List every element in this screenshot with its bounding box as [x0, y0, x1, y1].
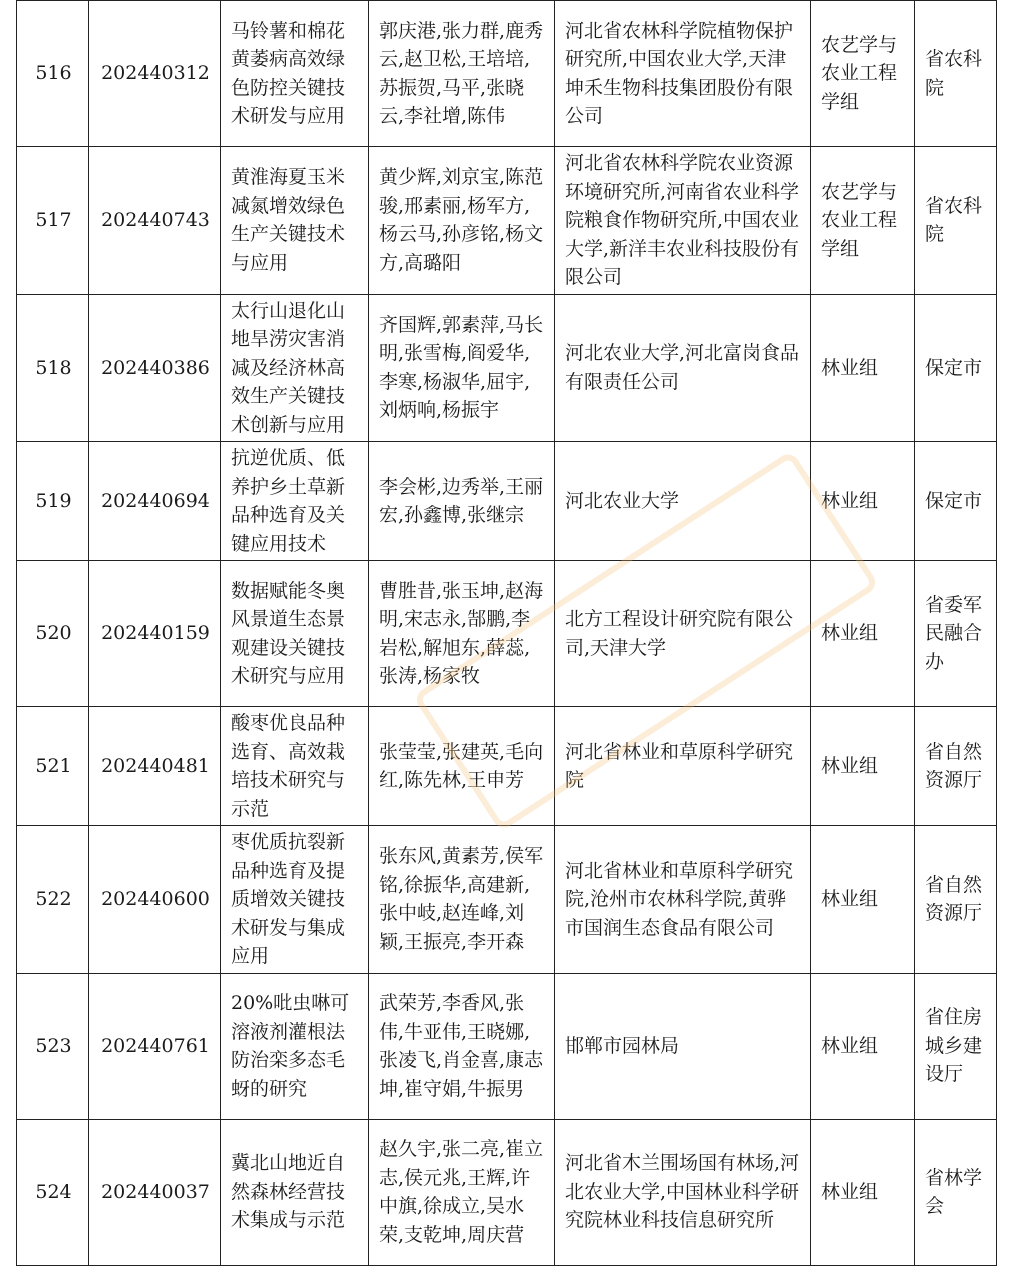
- project-name: 酸枣优良品种选育、高效栽培技术研究与示范: [221, 707, 369, 826]
- nominator: 省农科院: [915, 147, 997, 295]
- nominator: 省委军民融合办: [915, 561, 997, 707]
- project-name: 冀北山地近自然森林经营技术集成与示范: [221, 1119, 369, 1265]
- nominator: 保定市: [915, 294, 997, 442]
- team-members: 武荣芳,李香风,张伟,牛亚伟,王晓娜,张凌飞,肖金喜,康志坤,崔守娟,牛振男: [369, 973, 555, 1119]
- project-name: 马铃薯和棉花黄萎病高效绿色防控关键技术研发与应用: [221, 1, 369, 147]
- awards-table: [16, 0, 997, 1266]
- completing-units: 北方工程设计研究院有限公司,天津大学: [555, 561, 811, 707]
- completing-units: 河北省林业和草原科学研究院,沧州市农林科学院,黄骅市国润生态食品有限公司: [555, 826, 811, 974]
- nominator: 省自然资源厅: [915, 707, 997, 826]
- completing-units: 河北省林业和草原科学研究院: [555, 707, 811, 826]
- project-name: 数据赋能冬奥风景道生态景观建设关键技术研究与应用: [221, 561, 369, 707]
- table-row: [17, 973, 997, 1119]
- team-members: 张东风,黄素芳,侯军铭,徐振华,高建新,张中岐,赵连峰,刘颖,王振亮,李开森: [369, 826, 555, 974]
- project-name: 黄淮海夏玉米减氮增效绿色生产关键技术与应用: [221, 147, 369, 295]
- row-number: 522: [17, 826, 89, 974]
- row-number: 520: [17, 561, 89, 707]
- table-row: [17, 826, 997, 974]
- project-name: 20%吡虫啉可溶液剂灌根法防治栾多态毛蚜的研究: [221, 973, 369, 1119]
- review-group: 农艺学与农业工程学组: [811, 1, 915, 147]
- completing-units: 河北省农林科学院农业资源环境研究所,河南省农业科学院粮食作物研究所,中国农业大学,新洋丰农业科技股份有限公司: [555, 147, 811, 295]
- project-id: 202440743: [89, 147, 221, 295]
- review-group: 林业组: [811, 442, 915, 561]
- project-name: 枣优质抗裂新品种选育及提质增效关键技术研发与集成应用: [221, 826, 369, 974]
- project-id: 202440481: [89, 707, 221, 826]
- table-row: [17, 442, 997, 561]
- project-id: 202440694: [89, 442, 221, 561]
- review-group: 林业组: [811, 973, 915, 1119]
- review-group: 林业组: [811, 826, 915, 974]
- team-members: 赵久宇,张二亮,崔立志,侯元兆,王辉,许中旗,徐成立,吴水荣,支乾坤,周庆营: [369, 1119, 555, 1265]
- team-members: 齐国辉,郭素萍,马长明,张雪梅,阎爱华,李寒,杨淑华,屈宇,刘炳响,杨振宇: [369, 294, 555, 442]
- project-id: 202440600: [89, 826, 221, 974]
- completing-units: 邯郸市园林局: [555, 973, 811, 1119]
- table-row: [17, 561, 997, 707]
- table-row: [17, 707, 997, 826]
- nominator: 省林学会: [915, 1119, 997, 1265]
- team-members: 郭庆港,张力群,鹿秀云,赵卫松,王培培,苏振贺,马平,张晓云,李社增,陈伟: [369, 1, 555, 147]
- completing-units: 河北省农林科学院植物保护研究所,中国农业大学,天津坤禾生物科技集团股份有限公司: [555, 1, 811, 147]
- row-number: 521: [17, 707, 89, 826]
- completing-units: 河北省木兰围场国有林场,河北农业大学,中国林业科学研究院林业科技信息研究所: [555, 1119, 811, 1265]
- nominator: 省农科院: [915, 1, 997, 147]
- project-id: 202440312: [89, 1, 221, 147]
- project-id: 202440386: [89, 294, 221, 442]
- table-row: [17, 1, 997, 147]
- nominator: 保定市: [915, 442, 997, 561]
- project-id: 202440761: [89, 973, 221, 1119]
- team-members: 张莹莹,张建英,毛向红,陈先林,王申芳: [369, 707, 555, 826]
- row-number: 516: [17, 1, 89, 147]
- row-number: 518: [17, 294, 89, 442]
- review-group: 林业组: [811, 1119, 915, 1265]
- team-members: 黄少辉,刘京宝,陈范骏,邢素丽,杨军方,杨云马,孙彦铭,杨文方,高璐阳: [369, 147, 555, 295]
- team-members: 曹胜昔,张玉坤,赵海明,宋志永,郜鹏,李岩松,解旭东,薛蕊,张涛,杨家牧: [369, 561, 555, 707]
- team-members: 李会彬,边秀举,王丽宏,孙鑫博,张继宗: [369, 442, 555, 561]
- table-row: [17, 1119, 997, 1265]
- review-group: 林业组: [811, 294, 915, 442]
- review-group: 林业组: [811, 707, 915, 826]
- nominator: 省住房城乡建设厅: [915, 973, 997, 1119]
- nominator: 省自然资源厅: [915, 826, 997, 974]
- row-number: 524: [17, 1119, 89, 1265]
- table-row: [17, 147, 997, 295]
- completing-units: 河北农业大学,河北富岗食品有限责任公司: [555, 294, 811, 442]
- row-number: 519: [17, 442, 89, 561]
- review-group: 林业组: [811, 561, 915, 707]
- project-id: 202440037: [89, 1119, 221, 1265]
- table-row: [17, 294, 997, 442]
- completing-units: 河北农业大学: [555, 442, 811, 561]
- project-id: 202440159: [89, 561, 221, 707]
- project-name: 抗逆优质、低养护乡土草新品种选育及关键应用技术: [221, 442, 369, 561]
- project-name: 太行山退化山地旱涝灾害消减及经济林高效生产关键技术创新与应用: [221, 294, 369, 442]
- row-number: 523: [17, 973, 89, 1119]
- review-group: 农艺学与农业工程学组: [811, 147, 915, 295]
- row-number: 517: [17, 147, 89, 295]
